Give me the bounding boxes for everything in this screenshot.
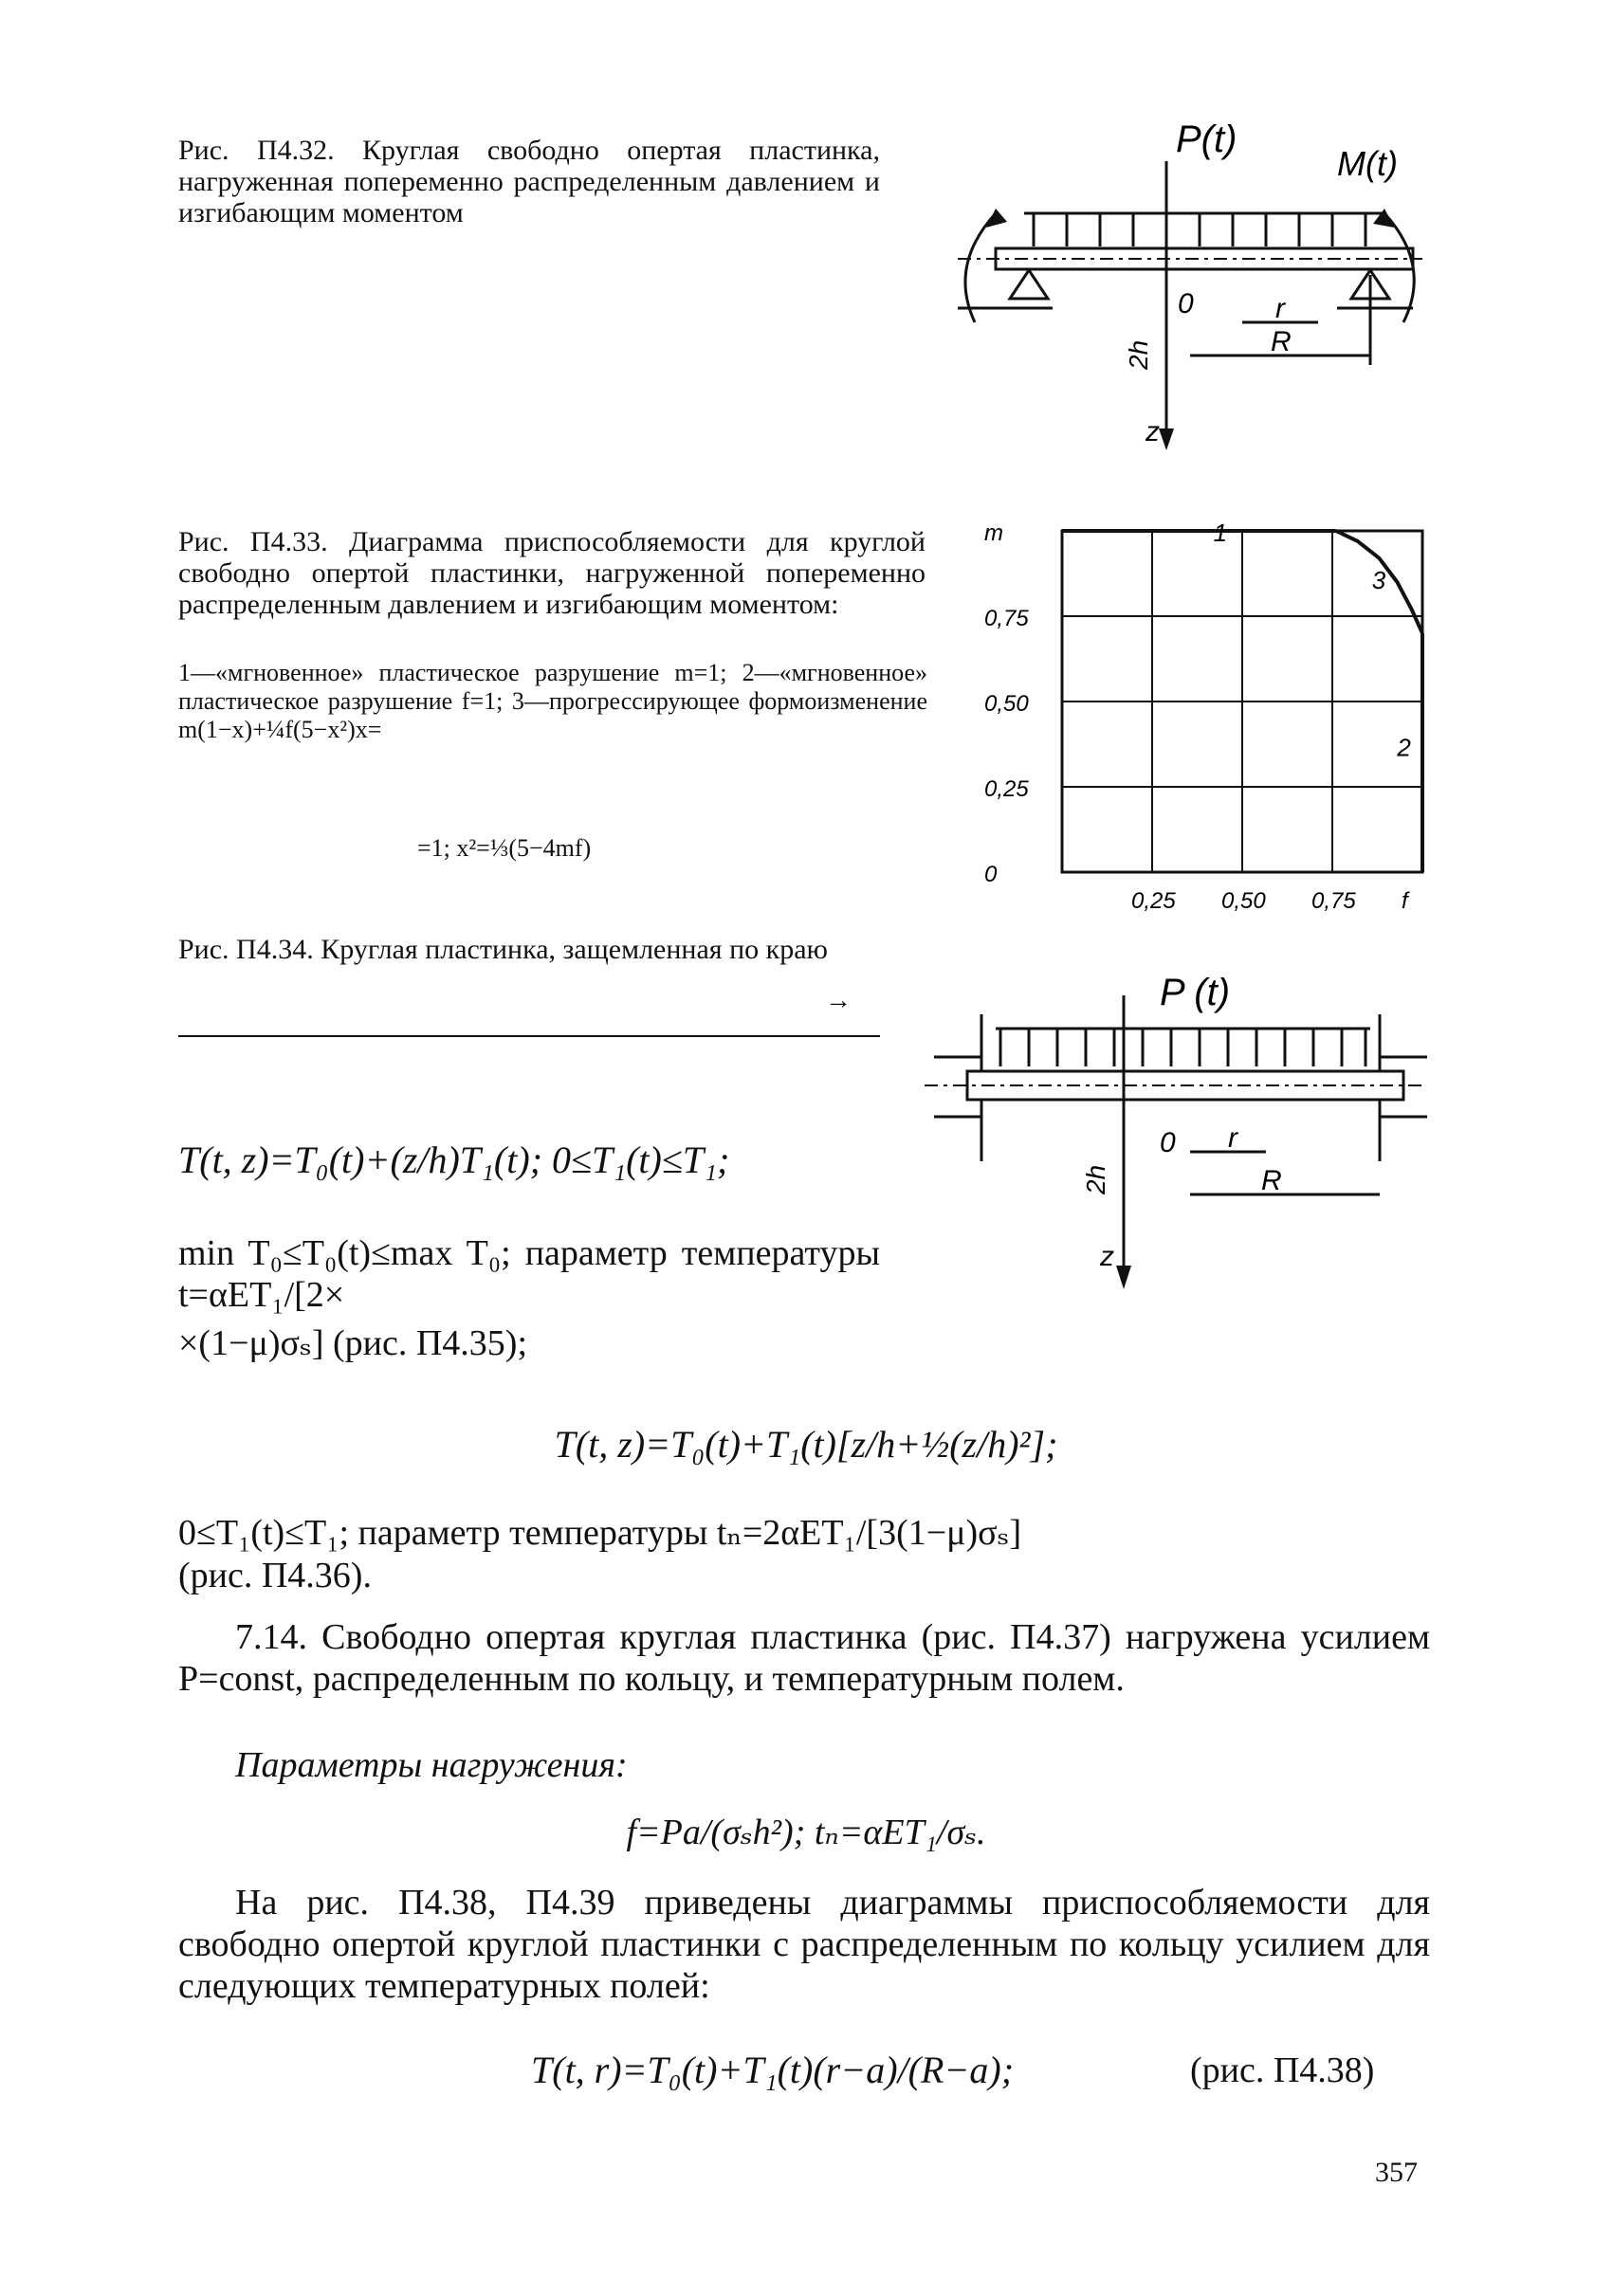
fig32-z-label: z (1146, 416, 1160, 447)
series-label-3: 3 (1371, 566, 1386, 595)
y-tick-label: 0,50 (984, 691, 1029, 717)
fig32-R-label: R (1271, 326, 1292, 357)
fig34-O-label: 0 (1160, 1127, 1176, 1158)
fig33-chart (977, 512, 1432, 929)
y-tick-label: 0 (984, 862, 998, 887)
fig32-O-label: 0 (1178, 288, 1194, 319)
fig34-diagram (915, 976, 1446, 1289)
fig34-arrow: → (825, 986, 852, 1015)
equation-3: f=Pa/(σₛh²); tₙ=αET₁/σₛ. (626, 1813, 986, 1852)
fig33-legend-2: =1; x²=⅓(5−4mf) (417, 834, 592, 862)
fig34-h-label: 2h (1081, 1164, 1110, 1194)
fig33-legend-1: 1—«мгновенное» пластическое разрушение m=1; 2—«мгновенное» пластическое разрушение f=1; 3—прогрессирующее формоизменение m(1−x)+¼f(5−x²)x= (178, 659, 927, 743)
fig34-caption (178, 934, 880, 965)
x-tick-label: 0,75 (1311, 888, 1356, 914)
equation-2: T(t, z)=T₀(t)+T₁(t)[z/h+½(z/h)²]; (554, 1423, 1058, 1466)
fig34-z-label: z (1100, 1241, 1114, 1272)
equation-4-ref: (рис. П4.38) (1190, 2050, 1375, 2090)
x-tick-label: 0,25 (1131, 888, 1176, 914)
series-label-1: 1 (1213, 518, 1228, 547)
paragraph-3 (178, 1616, 1430, 1700)
paragraph-2b: (рис. П4.36). (178, 1556, 372, 1595)
paragraph-2: 0≤T₁(t)≤T₁; параметр температуры tₙ=2αET₁/[3(1−μ)σₛ] (178, 1513, 1022, 1553)
fig34-r-label: r (1228, 1122, 1237, 1154)
fig32-diagram (939, 123, 1432, 455)
params-heading: Параметры нагружения: (235, 1745, 628, 1785)
fig32-M-label: M(t) (1337, 144, 1398, 183)
y-tick-label: 0,25 (984, 776, 1029, 802)
fig34-R-label: R (1261, 1165, 1282, 1196)
series-label-2: 2 (1397, 733, 1411, 762)
fig32-r-label: r (1275, 293, 1285, 324)
fig32-caption: Рис. П4.32. Круглая свободно опертая пластинка, нагруженная попеременно распределенным давлением и изгибающим моментом (178, 135, 880, 228)
paragraph-1: min T₀≤T₀(t)≤max T₀; параметр температуры t=αET₁/[2× (178, 1233, 880, 1315)
fig34-P-label: P (t) (1160, 976, 1231, 1013)
fig32-P-label: P(t) (1176, 123, 1237, 160)
paragraph-4-text: На рис. П4.38, П4.39 приведены диаграммы приспособляемости для свободно опертой круглой пластинки с распределенным по кольцу усилием для следующих температурных полей: (178, 1883, 1430, 2006)
page-number: 357 (1375, 2157, 1418, 2188)
separator-rule (178, 1035, 880, 1037)
paragraph-1b: ×(1−μ)σₛ] (рис. П4.35); (178, 1323, 527, 1363)
fig34-caption-text: Рис. П4.34. Круглая пластинка, защемленная по краю (178, 934, 828, 965)
y-tick-label: m (984, 520, 1003, 546)
x-tick-label: f (1402, 888, 1408, 914)
fig32-h-label: 2h (1124, 339, 1153, 370)
equation-1: T(t, z)=T₀(t)+(z/h)T₁(t); 0≤T₁(t)≤T₁; (178, 1139, 730, 1181)
paragraph-4 (178, 1882, 1430, 2007)
y-tick-label: 0,75 (984, 606, 1029, 631)
fig33-caption: Рис. П4.33. Диаграмма приспособляемости для круглой свободно опертой пластинки, нагруженной попеременно распределенным давлением и изгибающим моментом: (178, 526, 926, 620)
x-tick-label: 0,50 (1221, 888, 1266, 914)
equation-4: T(t, r)=T₀(t)+T₁(t)(r−a)/(R−a); (531, 2049, 1015, 2091)
paragraph-3-text: 7.14. Свободно опертая круглая пластинка (рис. П4.37) нагружена усилием P=const, распределенным по кольцу, и температурным полем. (178, 1617, 1430, 1699)
